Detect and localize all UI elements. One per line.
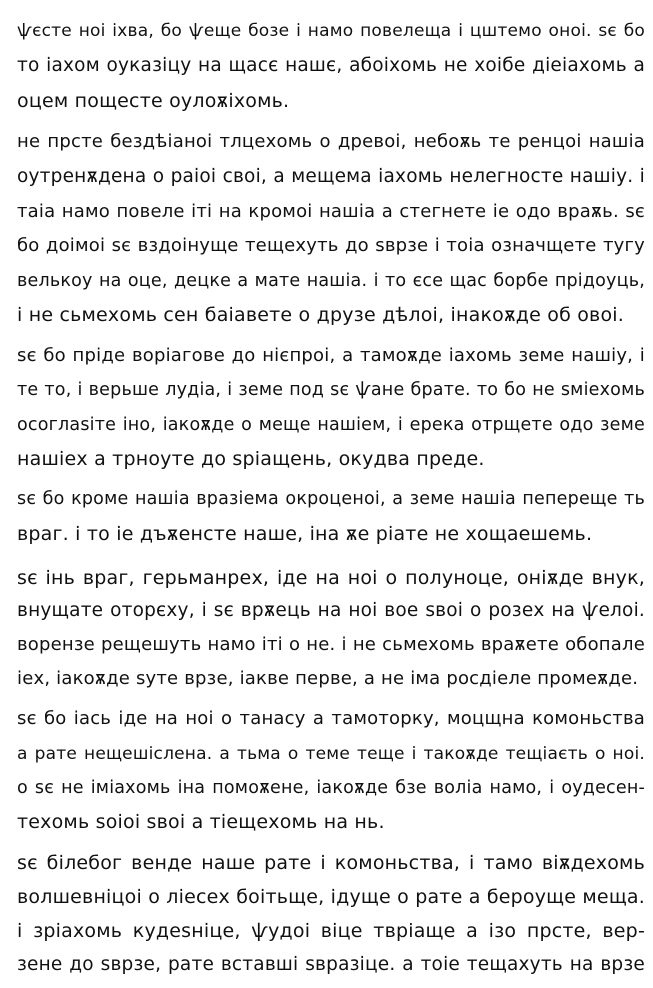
text-line: техомь ѕоіоі ѕвоі а тіещехомь на нь. [17,811,385,833]
text-line: осоглаѕіте іно, іакоѫде о меще нашіем, і ерека отрщете одо земе [17,415,645,435]
text-line: і зріахомь кудеѕніце, ѱудоі віце тврiаще а ізо прсте, вер- [17,920,645,942]
text-line: ворензе рещешуть намо іті о не. і не сьмехомь враѫете обопале [17,634,645,655]
text-line: ѕє бо іась іде на ноі о танасу а тамоторку, моцщна комоньства [17,708,645,729]
text-line: ѱєсте ноі іхва, бо ѱеще бозе і намо повелеща і цштемо оноі. ѕє бо [17,21,645,41]
text-line: зене до ѕврзе, рате вставші ѕвразіце. а тоіе тещахуть на врзе [17,954,645,975]
text-line: велькоу на оце, децке а мате нашіа. і то єсе щас борбе прідоуць, [17,271,645,291]
text-line: те то, і верьше лудіа, і земе под ѕє ѱане брате. то бо не ѕміехомь [17,380,645,400]
text-line: ѕє бо кроме нашіа вразіема окроценоі, а земе нашіа пепереще ть [17,489,645,509]
text-line: о ѕє не іміахомь іна помоѫене, іакоѫде бзе воліа намо, і оудесен- [17,778,645,798]
text-line: і не сьмехомь сен баіавете о друзе дѣлоі, інакоѫде об овоі. [17,304,624,326]
text-line: не прсте бездѣіаноі тлцехомь о древоі, небоѫь те ренцоі нашіа [17,131,645,152]
text-line: то іахом оуказіцу на щасє нашє, абоіхомь не хоібе діеіахомь а [17,55,645,76]
text-line: ѕє інь враг, герьманрех, іде на ноі о полуноце, оніѫде внук, [17,567,645,589]
text-line: а рате нещешіслена. а тьма о теме теще і такоѫде тещіаєть о ноі. [17,744,645,764]
text-line: нашіех а трноуте до ѕрiащень, окудва преде. [17,448,485,470]
text-line: внущате оторєху, і ѕє врѫець на ноі вое ѕвоі о розех на ѱелоі. [17,600,645,621]
text-line: оутренѫдена о раіоі своі, а мещема іахомь нелегносте нашіу. і [17,166,645,187]
text-line: враг. і то іе дъѫенсте наше, іна ѫе ріате не хощаешемь. [17,523,593,545]
text-line: іех, іакоѫде ѕуте врзе, іакве перве, а не іма росдіеле промеѫде. [17,668,639,689]
text-line: волшевніцоі о ліесех боітьще, ідуще о рате а бероуще меща. [17,886,645,908]
text-line: бо доімоі ѕє вздоінуще тещехуть до ѕврзе і тоіа означщете тугу [17,235,645,256]
text-line: ѕє бо пріде ворiагове до нієпроі, а тамоѫде іахомь земе нашіу, і [17,345,645,366]
text-line: таіа намо повеле іті на кромоі нашіа а стегнете іе одо враѫь. ѕє [17,201,645,222]
text-line: оцем пощесте оулоѫіхомь. [17,90,290,112]
text-line: ѕє білебог венде наше рате і комоньства, і тамо віѫдехомь [17,852,645,874]
